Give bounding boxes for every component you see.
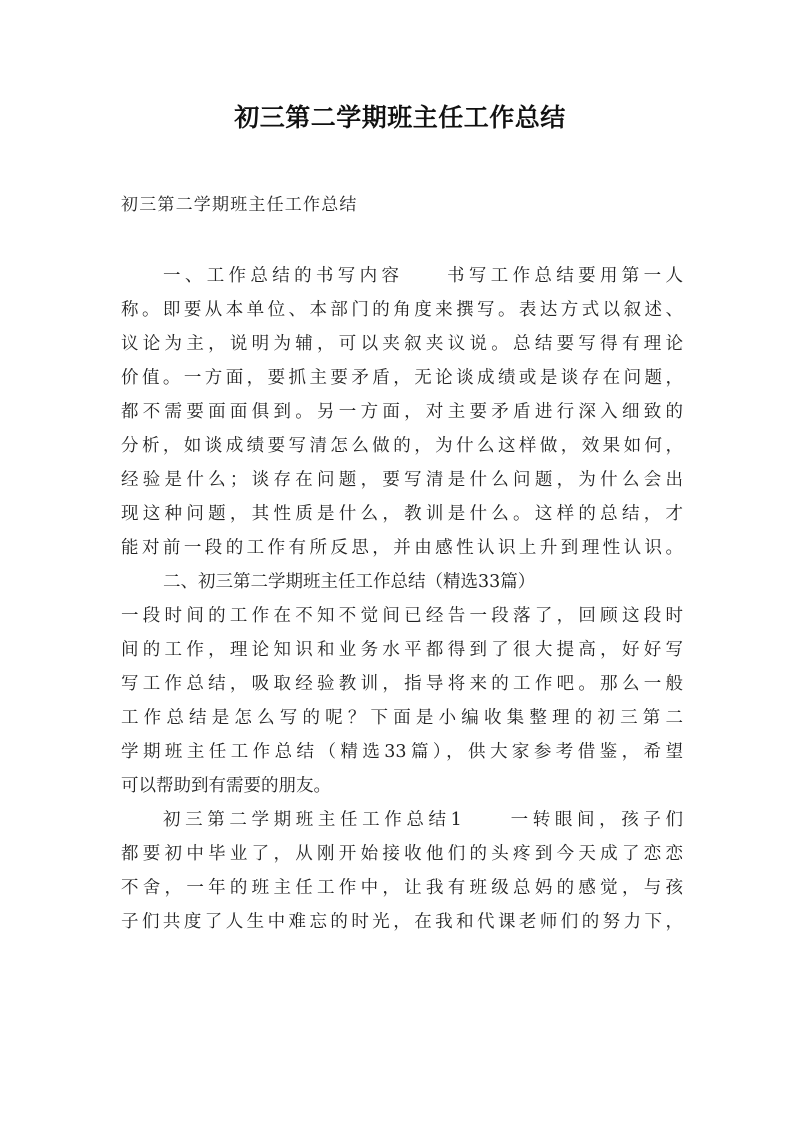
paragraph-line: 初三第二学期班主任工作总结1 一转眼间，孩子们 xyxy=(163,810,683,830)
section-heading: 二、初三第二学期班主任工作总结（精选33篇） xyxy=(163,572,536,592)
paragraph-line: 可以帮助到有需要的朋友。 xyxy=(121,776,331,796)
paragraph-line: 议论为主，说明为辅，可以夹叙夹议说。总结要写得有理论 xyxy=(121,334,683,354)
document-title: 初三第二学期班主任工作总结 xyxy=(234,103,566,132)
paragraph-line: 一、工作总结的书写内容 书写工作总结要用第一人 xyxy=(163,266,683,286)
paragraph-line: 学期班主任工作总结（精选33篇），供大家参考借鉴，希望 xyxy=(121,742,683,762)
paragraph-line: 不舍，一年的班主任工作中，让我有班级总妈的感觉，与孩 xyxy=(121,878,683,898)
paragraph-line: 现这种问题，其性质是什么，教训是什么。这样的总结，才 xyxy=(121,504,683,524)
paragraph-line: 一段时间的工作在不知不觉间已经告一段落了，回顾这段时 xyxy=(121,606,683,626)
paragraph-line: 称。即要从本单位、本部门的角度来撰写。表达方式以叙述、 xyxy=(121,300,683,320)
paragraph-line: 价值。一方面，要抓主要矛盾，无论谈成绩或是谈存在问题， xyxy=(121,368,683,388)
paragraph-line: 能对前一段的工作有所反思，并由感性认识上升到理性认识。 xyxy=(121,538,683,558)
paragraph-line: 工作总结是怎么写的呢？下面是小编收集整理的初三第二 xyxy=(121,708,683,728)
paragraph-line: 间的工作，理论知识和业务水平都得到了很大提高，好好写 xyxy=(121,640,683,660)
paragraph-line: 都要初中毕业了，从刚开始接收他们的头疼到今天成了恋恋 xyxy=(121,844,683,864)
paragraph-line: 都不需要面面俱到。另一方面，对主要矛盾进行深入细致的 xyxy=(121,402,683,422)
document-subtitle: 初三第二学期班主任工作总结 xyxy=(121,195,358,215)
paragraph-line: 分析，如谈成绩要写清怎么做的，为什么这样做，效果如何， xyxy=(121,436,683,456)
paragraph-line: 经验是什么；谈存在问题，要写清是什么问题，为什么会出 xyxy=(121,470,683,490)
document-body xyxy=(121,259,683,939)
paragraph-line: 子们共度了人生中难忘的时光，在我和代课老师们的努力下， xyxy=(121,912,683,932)
paragraph-line: 写工作总结，吸取经验教训，指导将来的工作吧。那么一般 xyxy=(121,674,683,694)
